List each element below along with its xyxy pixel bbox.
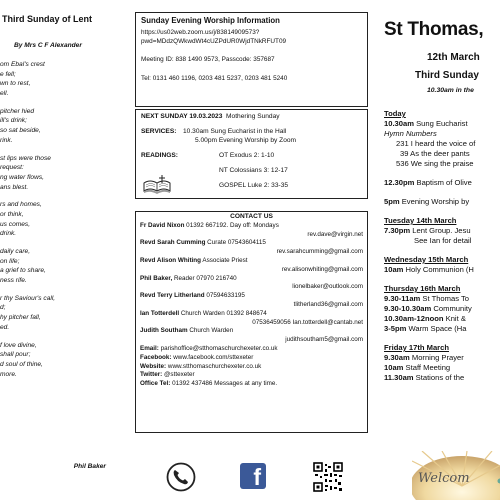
event-text: Warm Space (Ha xyxy=(406,324,467,333)
next-sunday-date: NEXT SUNDAY 19.03.2023 xyxy=(141,113,223,120)
event-time: 12.30pm xyxy=(384,178,415,187)
contact-list xyxy=(140,222,363,389)
poem-line: e fell; xyxy=(0,70,16,78)
contact-detail: Reader 07970 216740 xyxy=(172,274,237,282)
poem-line: daily care, xyxy=(0,248,31,255)
contact-detail[interactable]: rev.alisonwhiting@gmail.com xyxy=(281,265,363,273)
event-time: 9.30am xyxy=(384,353,410,362)
contact-detail[interactable]: parishoffice@stthomaschurchexeter.co.uk xyxy=(158,344,278,352)
poem-line: so sat beside, xyxy=(0,127,41,135)
contact-detail: 07594633195 xyxy=(204,292,245,300)
contact-label: Revd Terry Litherland xyxy=(140,292,205,300)
poem-signature: Phil Baker xyxy=(73,463,106,470)
event-item xyxy=(384,197,500,207)
contact-label: Ian Totterdell xyxy=(140,309,180,317)
contact-label: Phil Baker, xyxy=(140,274,173,282)
contact-row xyxy=(140,248,363,257)
contact-row xyxy=(140,266,363,275)
contact-row xyxy=(140,310,363,319)
contact-label: Revd Sarah Cumming xyxy=(140,239,206,247)
contact-detail[interactable]: www.facebook.com/sttexeter xyxy=(171,353,254,361)
reading-nt: NT Colossians 3: 12-17 xyxy=(219,167,288,174)
welcome-text: Welcom xyxy=(418,471,470,486)
event-text: Sung Eucharist xyxy=(413,119,468,128)
contact-detail[interactable]: rev.sarahcumming@gmail.com xyxy=(276,248,363,256)
hymn-item xyxy=(384,139,500,149)
worship-heading: Sunday Evening Worship Information xyxy=(141,16,280,25)
event-item xyxy=(384,314,500,324)
contact-row xyxy=(140,371,363,380)
qr-code-icon xyxy=(313,462,343,492)
contact-detail[interactable]: www.stthomaschurchexeter.co.uk xyxy=(166,362,262,370)
hymn-numbers-label xyxy=(384,129,500,139)
contact-row xyxy=(140,292,363,301)
poem-line: hy pitcher fall, xyxy=(0,314,41,322)
poem-title: Third Sunday of Lent xyxy=(2,14,92,24)
poem-line: f love divine, xyxy=(0,341,37,349)
poem-line: ed. xyxy=(0,323,10,331)
event-time: 3-5pm xyxy=(384,324,407,333)
event-time: 7.30pm xyxy=(384,226,411,235)
event-item xyxy=(384,324,500,334)
event-gap xyxy=(384,334,500,343)
poem-line: d soul of thine, xyxy=(0,360,43,368)
poem-panel xyxy=(0,0,120,500)
event-item xyxy=(384,363,500,373)
contacts-box xyxy=(135,211,368,433)
contact-detail: Church Warden xyxy=(187,327,234,335)
poem-line: ng water flows, xyxy=(0,173,44,181)
event-text: 231 I heard the voice of xyxy=(396,139,476,148)
event-time: 9.30-10.30am xyxy=(384,304,432,313)
poem-line: d; xyxy=(0,304,6,312)
contact-row xyxy=(140,231,363,240)
contact-row xyxy=(140,345,363,354)
stanza-gap xyxy=(0,146,118,154)
contact-row xyxy=(140,380,363,389)
contact-row xyxy=(140,327,363,336)
contact-detail: Curate 07543604115 xyxy=(205,239,266,247)
event-text: 536 We sing the praise xyxy=(396,159,474,168)
services-label: SERVICES: xyxy=(141,128,177,135)
readings-label: READINGS: xyxy=(141,152,178,159)
service-2: 5.00pm Evening Worship by Zoom xyxy=(195,137,297,144)
event-text: Thursday 16th March xyxy=(384,284,461,293)
event-time: 10.30am-12noon xyxy=(384,314,444,323)
contact-detail: Church Warden 01392 848674 xyxy=(179,309,267,317)
event-text: Staff Meeting xyxy=(403,363,451,372)
contact-row xyxy=(140,336,363,345)
event-gap xyxy=(384,246,500,255)
event-day-heading xyxy=(384,284,500,294)
event-item xyxy=(384,119,500,129)
contact-label: Facebook: xyxy=(140,353,172,361)
contact-label: Twitter: xyxy=(140,371,163,379)
poem-line: ill's drink; xyxy=(0,117,27,125)
event-item xyxy=(384,294,500,304)
phone-icon xyxy=(165,462,197,492)
event-time: 9.30-11am xyxy=(384,294,421,303)
contact-row xyxy=(140,363,363,372)
poem-line: ness rife. xyxy=(0,277,27,285)
event-gap xyxy=(384,207,500,216)
info-column xyxy=(135,0,368,500)
contact-detail[interactable]: judithsoutham5@gmail.com xyxy=(285,336,363,344)
contact-detail: 01392 437486 Messages at any time. xyxy=(170,380,278,388)
facebook-icon[interactable]: f xyxy=(240,463,266,489)
event-text: See Ian for detail xyxy=(414,236,472,245)
event-day-heading xyxy=(384,109,500,119)
next-sunday-heading xyxy=(141,113,362,120)
event-text: Stations of the xyxy=(413,373,465,382)
contact-row xyxy=(140,354,363,363)
poem-line: ans blest. xyxy=(0,183,29,191)
event-day-heading xyxy=(384,343,500,353)
event-item xyxy=(384,373,500,383)
contacts-heading: CONTACT US xyxy=(230,213,273,220)
event-item xyxy=(384,226,500,236)
poem-line: om Ebal's crest xyxy=(0,61,45,68)
event-text: 39 As the deer pants xyxy=(400,149,470,158)
bible-icon xyxy=(142,174,172,194)
event-text: Knit & xyxy=(443,314,466,323)
event-time: 5pm xyxy=(384,197,400,206)
poem-line: or think, xyxy=(0,210,24,218)
event-day-heading xyxy=(384,255,500,265)
event-item xyxy=(384,265,500,275)
sunday-name: Third Sunday xyxy=(415,70,479,81)
contact-label: Office Tel: xyxy=(140,380,171,388)
contact-detail: 01392 667192. Day off: Mondays xyxy=(184,221,279,229)
service-time: 10.30am in the xyxy=(427,87,474,94)
contact-icons xyxy=(165,462,365,492)
event-text: Evening Worship by xyxy=(399,197,470,206)
contact-label: Revd Alison Whiting xyxy=(140,256,201,264)
meeting-id: Meeting ID: 838 1490 9573, Passcode: 357687 xyxy=(141,56,275,64)
stanza-gap xyxy=(0,99,118,107)
event-note xyxy=(384,236,500,246)
events-list xyxy=(384,109,500,383)
evening-worship-box xyxy=(135,12,368,107)
next-sunday-name: Mothering Sunday xyxy=(226,113,280,120)
event-item xyxy=(384,178,500,188)
dial-in-numbers: Tel: 0131 460 1196, 0203 481 5237, 0203 481 5240 xyxy=(141,74,288,82)
event-text: Holy Communion (H xyxy=(403,265,474,274)
poem-line: wn to rest, xyxy=(0,80,31,88)
poem-line: request: xyxy=(0,164,24,172)
contact-row xyxy=(140,257,363,266)
event-text: Today xyxy=(384,109,406,118)
contact-row xyxy=(140,301,363,310)
event-day-heading xyxy=(384,216,500,226)
event-text: St Thomas To xyxy=(420,294,469,303)
poem-line: r thy Saviour's call, xyxy=(0,294,56,302)
contact-detail[interactable]: tlitherland36@gmail.com xyxy=(293,300,363,308)
poem-line: more. xyxy=(0,370,17,378)
contact-row xyxy=(140,222,363,231)
notices-column xyxy=(384,0,500,500)
event-time: 11.30am xyxy=(384,373,414,382)
stanza-gap xyxy=(0,239,118,247)
poem-line: rs and homes, xyxy=(0,201,42,209)
zoom-link-line1[interactable]: https://us02web.zoom.us/j/83814909573? xyxy=(141,29,260,37)
contact-row xyxy=(140,283,363,292)
contact-row xyxy=(140,239,363,248)
event-item xyxy=(384,353,500,363)
contact-label: Email: xyxy=(140,344,159,352)
hymn-item xyxy=(384,149,500,159)
contact-row xyxy=(140,319,363,328)
event-gap xyxy=(384,275,500,284)
poem-line: us comes, xyxy=(0,220,31,228)
hymn-item xyxy=(384,159,500,169)
contact-detail: Associate Priest xyxy=(200,256,248,264)
next-sunday-box xyxy=(135,109,368,199)
stanza-gap xyxy=(0,333,118,341)
event-text: Morning Prayer xyxy=(409,353,464,362)
event-text: Lent Group. Jesu xyxy=(410,226,471,235)
contact-label: Judith Southam xyxy=(140,327,188,335)
reading-gospel: GOSPEL Luke 2: 33-35 xyxy=(219,182,289,189)
poem-line: on life; xyxy=(0,257,20,265)
poem-line: st lips were those xyxy=(0,154,51,162)
event-text: Hymn Numbers xyxy=(384,129,437,138)
event-time: 10am xyxy=(384,363,404,372)
contact-row xyxy=(140,275,363,284)
stanza-gap xyxy=(0,286,118,294)
poem-line: ell. xyxy=(0,90,9,98)
service-1: 10.30am Sung Eucharist in the Hall xyxy=(183,128,287,135)
reading-ot: OT Exodus 2: 1-10 xyxy=(219,152,275,159)
poem-line: shall pour; xyxy=(0,351,31,359)
contact-detail[interactable]: lionelbaker@outlook.com xyxy=(292,283,363,291)
poem-line: rink. xyxy=(0,136,13,144)
contact-label: Website: xyxy=(140,362,167,370)
poem-author: By Mrs C F Alexander xyxy=(14,42,82,49)
poem-line: drink. xyxy=(0,230,17,238)
contact-detail[interactable]: 07536459056 Ian.totterdell@cantab.net xyxy=(252,318,363,326)
stanza-gap xyxy=(0,192,118,200)
poem-line: a grief to share, xyxy=(0,267,46,275)
event-text: Baptism of Olive xyxy=(414,178,472,187)
zoom-link-line2[interactable]: pwd=MDdzQWkwdWt4cUZPdUR0WjdTNkRFUT09 xyxy=(141,37,287,45)
contact-detail[interactable]: rev.dave@virgin.net xyxy=(307,230,363,238)
event-text: Community xyxy=(431,304,472,313)
event-gap xyxy=(384,188,500,197)
contact-detail[interactable]: @sttexeter xyxy=(162,371,195,379)
event-gap xyxy=(384,169,500,178)
event-item xyxy=(384,304,500,314)
event-time: 10.30am xyxy=(384,119,414,128)
poem-lines xyxy=(0,60,118,379)
service-date: 12th March xyxy=(427,52,480,63)
event-text: Wednesday 15th March xyxy=(384,255,469,264)
church-name: St Thomas, xyxy=(384,19,484,40)
event-text: Friday 17th March xyxy=(384,343,449,352)
event-time: 10am xyxy=(384,265,404,274)
event-text: Tuesday 14th March xyxy=(384,216,457,225)
contact-label: Fr David Nixon xyxy=(140,221,185,229)
poem-line: pitcher hied xyxy=(0,107,35,115)
